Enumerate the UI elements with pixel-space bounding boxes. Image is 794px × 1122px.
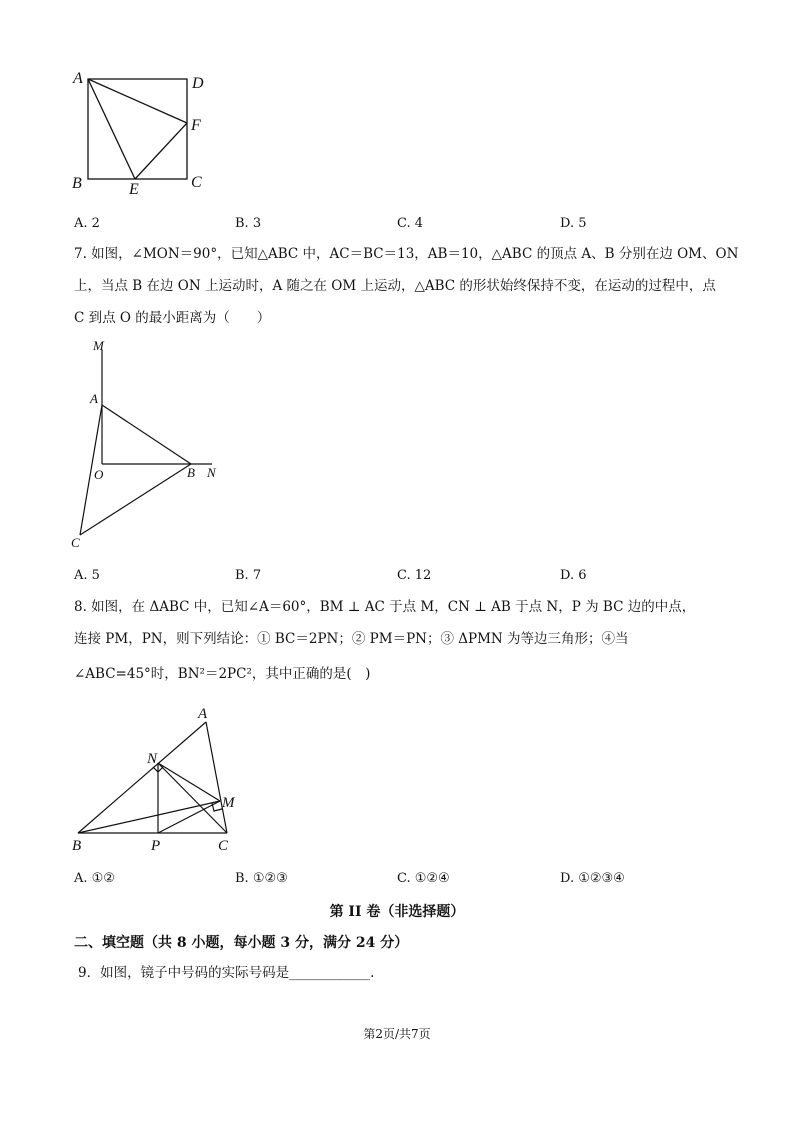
q8-option-a: A. ①②	[74, 871, 115, 886]
label-n: N	[207, 465, 216, 480]
page-footer: 第2页/共7页	[363, 1027, 431, 1041]
q7-figure	[60, 335, 240, 560]
q9-line: 9．如图，镜子中号码的实际号码是____________.	[78, 965, 375, 981]
label-m: M	[222, 795, 235, 811]
label-c: C	[218, 838, 229, 854]
q6-option-c: C. 4	[397, 216, 424, 231]
label-c: C	[191, 174, 202, 191]
label-o: O	[94, 467, 104, 482]
label-d: D	[192, 75, 204, 92]
q8-line-2: 连接 PM，PN，则下列结论：① BC＝2PN；② PM＝PN；③ ΔPMN 为等边三角形；④当	[74, 631, 629, 647]
segment-cn	[158, 763, 227, 833]
q7-option-c: C. 12	[397, 568, 432, 583]
label-a: A	[73, 70, 83, 87]
label-n: N	[147, 751, 158, 767]
square-abcd	[88, 79, 187, 179]
label-p: P	[151, 838, 161, 854]
label-m: M	[93, 338, 104, 353]
q7-line-2: 上，当点 B 在边 ON 上运动时，A 随之在 OM 上运动，△ABC 的形状始终保持不变，在运动的过程中，点	[74, 278, 716, 294]
q8-figure	[60, 700, 260, 860]
segment-bm	[78, 801, 220, 833]
q8-option-c: C. ①②④	[397, 871, 450, 886]
q6-option-b: B. 3	[235, 216, 262, 231]
q7-option-d: D. 6	[560, 568, 587, 583]
q8-option-b: B. ①②③	[235, 871, 288, 886]
part2-title: 第 II 卷（非选择题）	[329, 904, 465, 920]
q7-line-3: C 到点 O 的最小距离为（ ）	[74, 310, 271, 326]
segment-ab	[102, 405, 191, 464]
q8-line-1: 8. 如图，在 ΔABC 中，已知∠A＝60°，BM ⊥ AC 于点 M，CN ⊥ AB 于点 N，P 为 BC 边的中点，	[74, 599, 696, 615]
label-b: B	[72, 838, 82, 854]
segment-ef	[135, 123, 187, 179]
label-a: A	[90, 391, 98, 406]
segment-af	[88, 79, 187, 123]
segment-ae	[88, 79, 135, 179]
label-f: F	[191, 117, 201, 134]
label-c: C	[71, 535, 80, 550]
q6-option-a: A. 2	[74, 216, 100, 231]
segment-ac	[206, 722, 227, 833]
section2-heading: 二、填空题（共 8 小题，每小题 3 分，满分 24 分）	[74, 935, 409, 951]
label-b: B	[72, 175, 82, 192]
q8-option-d: D. ①②③④	[560, 871, 625, 886]
q6-option-d: D. 5	[560, 216, 587, 231]
label-b: B	[187, 465, 195, 480]
q6-figure	[60, 60, 220, 200]
q7-option-a: A. 5	[74, 568, 100, 583]
label-a: A	[198, 706, 208, 722]
q7-option-b: B. 7	[235, 568, 262, 583]
segment-ba	[78, 722, 206, 833]
q8-line-3: ∠ABC=45°时，BN²＝2PC²，其中正确的是( )	[74, 666, 371, 682]
label-e: E	[129, 181, 139, 198]
q7-line-1: 7. 如图，∠MON＝90°，已知△ABC 中，AC＝BC＝13，AB＝10，△ABC 的顶点 A、B 分别在边 OM、ON	[74, 246, 739, 262]
